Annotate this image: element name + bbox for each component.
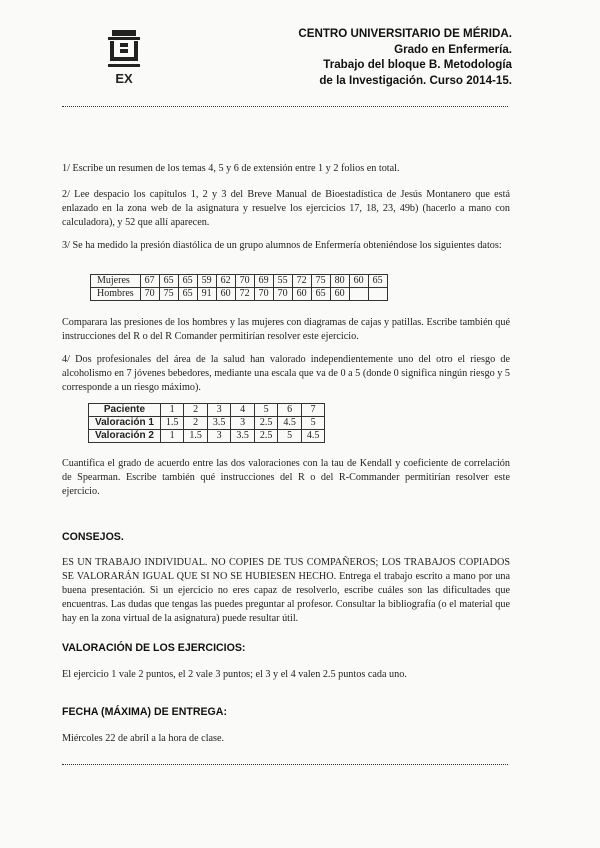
table-cell: 55 xyxy=(273,275,292,288)
header-cell: 3 xyxy=(207,404,231,417)
table-cell: 75 xyxy=(159,288,178,301)
header-line-course: de la Investigación. Curso 2014-15. xyxy=(319,73,512,87)
table-cell: 1 xyxy=(160,430,184,443)
table-cell xyxy=(368,288,387,301)
table-cell: 67 xyxy=(140,275,159,288)
row-label: Valoración 1 xyxy=(89,417,161,430)
fecha-text: Miércoles 22 de abril a la hora de clase. xyxy=(62,733,225,744)
table-cell: 2 xyxy=(184,417,208,430)
exercise-4-intro: 4/ Dos profesionales del área de la salud han valorado independientemente uno del otro el riesgo de alcoholismo en 7 jóvenes bebedores, mediante una escala que va de 0 a 5 (donde 0 significa ningún riesgo y 5 corresponde a un riesgo máximo). xyxy=(62,354,510,393)
table-cell: 70 xyxy=(140,288,159,301)
table-cell: 5 xyxy=(301,417,325,430)
table-cell: 5 xyxy=(278,430,302,443)
table-cell: 1.5 xyxy=(184,430,208,443)
university-logo xyxy=(100,28,148,90)
header-cell: 7 xyxy=(301,404,325,417)
blood-pressure-table xyxy=(90,274,388,301)
table-cell: 72 xyxy=(292,275,311,288)
header-cell: 6 xyxy=(278,404,302,417)
table-cell: 3.5 xyxy=(207,417,231,430)
table-cell: 3 xyxy=(231,417,255,430)
table-cell: 4.5 xyxy=(278,417,302,430)
row-label: Valoración 2 xyxy=(89,430,161,443)
table-cell: 60 xyxy=(349,275,368,288)
table-cell: 3.5 xyxy=(231,430,255,443)
header-line-institution: CENTRO UNIVERSITARIO DE MÉRIDA. xyxy=(298,27,512,40)
separator-bottom xyxy=(62,764,508,765)
table-cell: 70 xyxy=(273,288,292,301)
table-cell: 2.5 xyxy=(254,430,278,443)
table-cell: 91 xyxy=(197,288,216,301)
table-cell: 60 xyxy=(216,288,235,301)
table-cell: 60 xyxy=(330,288,349,301)
header-cell: 2 xyxy=(184,404,208,417)
table-cell: 70 xyxy=(235,275,254,288)
consejos-text: ES UN TRABAJO INDIVIDUAL. NO COPIES DE TUS COMPAÑEROS; LOS TRABAJOS COPIADOS SE VALORARÁN IGUAL QUE SI NO SE HUBIESEN HECHO. Entrega el trabajo escrito a mano por una buena presentación. Si un ejercicio no eres capaz de resolverlo, escribe cuáles son las dificultades que encuentras. Las dudas que tengas las puedes preguntar al profesor. Consultar la bibliografía (o el material que hay en la zona virtual de la asignatura) puede resultar útil. xyxy=(62,557,510,624)
table-cell: 65 xyxy=(178,275,197,288)
table-cell: 2.5 xyxy=(254,417,278,430)
valoracion-text: El ejercicio 1 vale 2 puntos, el 2 vale 3 puntos; el 3 y el 4 valen 2.5 puntos cada uno. xyxy=(62,669,407,680)
table-cell: 72 xyxy=(235,288,254,301)
table-cell: 65 xyxy=(311,288,330,301)
logo-text: EX xyxy=(115,71,133,86)
table-row xyxy=(91,275,388,288)
table-cell xyxy=(349,288,368,301)
exercise-3-intro: 3/ Se ha medido la presión diastólica de un grupo alumnos de Enfermería obteniéndose los siguientes datos: xyxy=(62,240,502,251)
table-cell: 4.5 xyxy=(301,430,325,443)
separator-top xyxy=(62,106,508,107)
table-row xyxy=(89,417,325,430)
table-cell: 65 xyxy=(159,275,178,288)
table-cell: 65 xyxy=(368,275,387,288)
exercise-3-task: Comparara las presiones de los hombres y las mujeres con diagramas de cajas y patillas. Escribe también qué instrucciones del R o del R Comander permitirían resolver este ejercicio. xyxy=(62,317,510,342)
table-cell: 59 xyxy=(197,275,216,288)
exercise-1: 1/ Escribe un resumen de los temas 4, 5 y 6 de extensión entre 1 y 2 folios en total. xyxy=(62,163,400,174)
table-row xyxy=(89,430,325,443)
table-cell: 80 xyxy=(330,275,349,288)
table-cell: 60 xyxy=(292,288,311,301)
valoracion-heading: VALORACIÓN DE LOS EJERCICIOS: xyxy=(62,642,246,654)
exercise-2: 2/ Lee despacio los capítulos 1, 2 y 3 del Breve Manual de Bioestadística de Jesús Montanero que está enlazado en la zona web de la asignatura y resuelve los ejercicios 17, 18, 23, 49b) (hacerlo a mano con calculadora), y 52 que allí aparecen. xyxy=(62,189,510,228)
table-cell: 1.5 xyxy=(160,417,184,430)
table-cell: 65 xyxy=(178,288,197,301)
ratings-table xyxy=(88,403,325,443)
row-label: Hombres xyxy=(91,288,141,301)
table-cell: 3 xyxy=(207,430,231,443)
table-cell: 75 xyxy=(311,275,330,288)
header-cell: 5 xyxy=(254,404,278,417)
table-header-row xyxy=(89,404,325,417)
table-cell: 70 xyxy=(254,288,273,301)
document-header xyxy=(252,26,512,88)
header-label: Paciente xyxy=(89,404,161,417)
header-line-assignment: Trabajo del bloque B. Metodología xyxy=(323,58,512,71)
fecha-heading: FECHA (MÁXIMA) DE ENTREGA: xyxy=(62,706,227,718)
header-cell: 1 xyxy=(160,404,184,417)
exercise-4-task: Cuantifica el grado de acuerdo entre las dos valoraciones con la tau de Kendall y coeficiente de correlación de Spearman. Escribe también qué instrucciones del R o del R-Commander permitirían resolver este ejercicio. xyxy=(62,458,510,497)
header-cell: 4 xyxy=(231,404,255,417)
table-row xyxy=(91,288,388,301)
consejos-heading: CONSEJOS. xyxy=(62,531,124,543)
table-cell: 69 xyxy=(254,275,273,288)
header-line-degree: Grado en Enfermería. xyxy=(394,42,512,56)
row-label: Mujeres xyxy=(91,275,141,288)
table-cell: 62 xyxy=(216,275,235,288)
